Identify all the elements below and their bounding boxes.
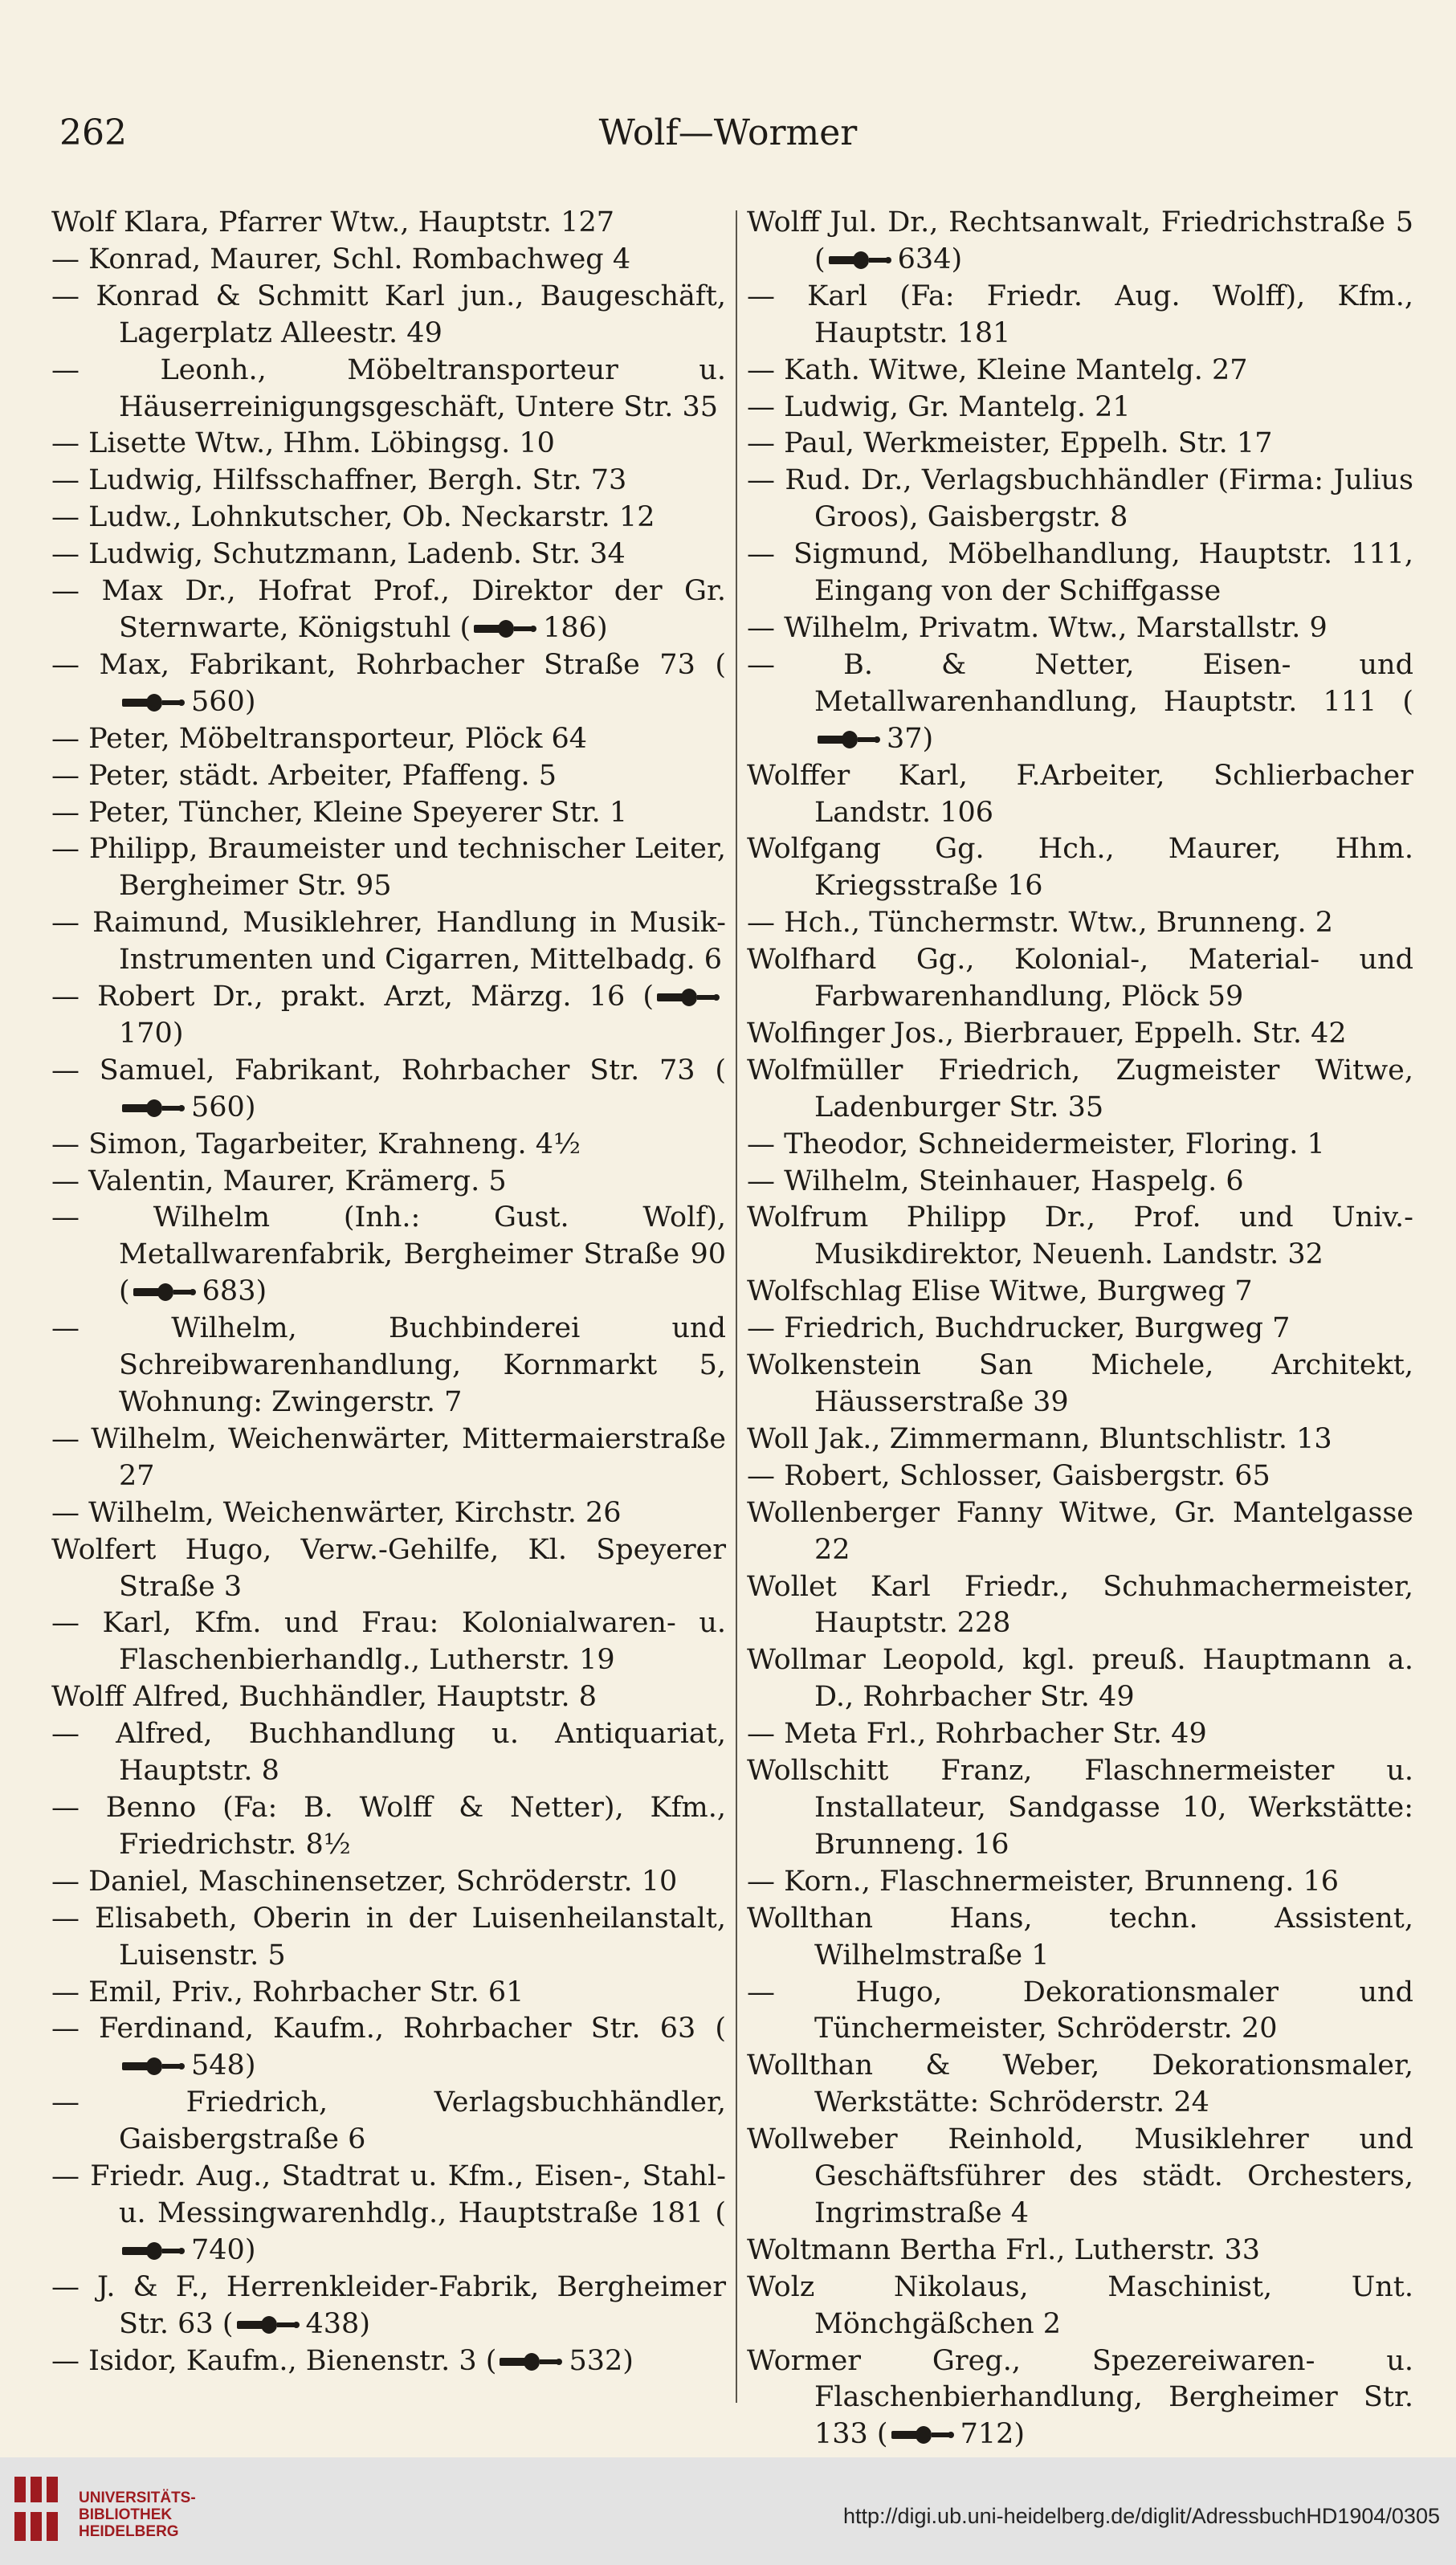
phone-number: 560 [191, 1091, 245, 1123]
directory-entry: Wollthan & Weber, Dekorationsmaler, Werkstätte: Schröderstr. 24 [747, 2049, 1413, 2119]
directory-entry: — Meta Frl., Rohrbacher Str. 49 [747, 1718, 1207, 1751]
directory-entry: — Friedrich, Buchdrucker, Burgweg 7 [747, 1312, 1291, 1345]
telephone-icon [496, 2349, 564, 2373]
directory-entry: — Ludwig, Gr. Mantelg. 21 [747, 390, 1131, 423]
phone-number: 634 [897, 243, 952, 275]
directory-entry: Wolfmüller Friedrich, Zugmeister Witwe, Ladenburger Str. 35 [747, 1054, 1413, 1123]
directory-entry: — Philipp, Braumeister und technischer Leiter, Bergheimer Str. 95 [51, 833, 726, 903]
directory-entry: — Wilhelm (Inh.: Gust. Wolf), Metallwarenfabrik, Bergheimer Straße 90 ( 683) [51, 1201, 726, 1308]
telephone-icon [234, 2312, 301, 2336]
directory-entry: Wollet Karl Friedr., Schuhmachermeister, Hauptstr. 228 [747, 1570, 1413, 1640]
directory-entry: Wolfrum Philipp Dr., Prof. und Univ.-Musikdirektor, Neuenh. Landstr. 32 [747, 1201, 1413, 1271]
phone-number: 548 [191, 2049, 245, 2082]
directory-entry: — Alfred, Buchhandlung u. Antiquariat, Hauptstr. 8 [51, 1718, 726, 1788]
telephone-icon [119, 2238, 186, 2262]
telephone-icon [826, 247, 893, 271]
directory-entry: — Wilhelm, Weichenwärter, Mittermaierstraße 27 [51, 1422, 726, 1492]
directory-entry: — Leonh., Möbeltransporteur u. Häuserreinigungsgeschäft, Untere Str. 35 [51, 353, 726, 423]
directory-entry: — Ferdinand, Kaufm., Rohrbacher Str. 63 (548) [51, 2012, 726, 2082]
telephone-icon [119, 2053, 186, 2078]
telephone-icon [119, 1095, 186, 1119]
directory-entry: — Paul, Werkmeister, Eppelh. Str. 17 [747, 427, 1273, 460]
phone-number: 712 [960, 2418, 1014, 2451]
directory-entry: Wollenberger Fanny Witwe, Gr. Mantelgasse 22 [747, 1496, 1413, 1566]
directory-entry: — Isidor, Kaufm., Bienenstr. 3 ( 532) [51, 2344, 634, 2377]
directory-entry: — Robert, Schlosser, Gaisbergstr. 65 [747, 1459, 1270, 1492]
directory-entry: Wolfinger Jos., Bierbrauer, Eppelh. Str. 42 [747, 1017, 1347, 1050]
directory-entry: — Peter, Tüncher, Kleine Speyerer Str. 1 [51, 796, 628, 829]
directory-entry: — Lisette Wtw., Hhm. Löbingsg. 10 [51, 427, 555, 460]
library-logo-icon [14, 2470, 64, 2547]
directory-entry: Wolfert Hugo, Verw.-Gehilfe, Kl. Speyerer Straße 3 [51, 1533, 726, 1603]
directory-entry: — Friedrich, Verlagsbuchhändler, Gaisbergstraße 6 [51, 2086, 726, 2156]
directory-entry: — Wilhelm, Privatm. Wtw., Marstallstr. 9 [747, 611, 1328, 644]
phone-number: 170 [119, 1017, 173, 1050]
directory-entry: Woll Jak., Zimmermann, Bluntschlistr. 13 [747, 1422, 1332, 1455]
directory-entry: — Peter, städt. Arbeiter, Pfaffeng. 5 [51, 759, 557, 792]
directory-entry: Wolfschlag Elise Witwe, Burgweg 7 [747, 1275, 1253, 1308]
page-number: 262 [59, 112, 127, 153]
directory-entry: Wolfhard Gg., Kolonial-, Material- und Farbwarenhandlung, Plöck 59 [747, 944, 1413, 1013]
directory-entry: Woltmann Bertha Frl., Lutherstr. 33 [747, 2233, 1261, 2266]
directory-entry: Wolff Alfred, Buchhändler, Hauptstr. 8 [51, 1681, 597, 1714]
telephone-icon [130, 1279, 198, 1303]
directory-entry: — Wilhelm, Steinhauer, Haspelg. 6 [747, 1164, 1244, 1197]
directory-entry: Wollthan Hans, techn. Assistent, Wilhelmstraße 1 [747, 1902, 1413, 1972]
left-column [51, 205, 726, 2379]
directory-entry: — Sigmund, Möbelhandlung, Hauptstr. 111, Eingang von der Schiffgasse [747, 538, 1413, 608]
phone-number: 740 [191, 2233, 245, 2266]
directory-entry: — J. & F., Herrenkleider-Fabrik, Bergheimer Str. 63 ( 438) [51, 2270, 726, 2340]
directory-entry: — Wilhelm, Weichenwärter, Kirchstr. 26 [51, 1496, 622, 1529]
directory-entry: — Robert Dr., prakt. Arzt, Märzg. 16 (170) [51, 979, 726, 1053]
directory-entry: — Kath. Witwe, Kleine Mantelg. 27 [747, 353, 1248, 386]
directory-entry: — Theodor, Schneidermeister, Floring. 1 [747, 1128, 1325, 1160]
directory-entry: — Elisabeth, Oberin in der Luisenheilanstalt, Luisenstr. 5 [51, 1902, 726, 1972]
directory-entry: Wolffer Karl, F.Arbeiter, Schlierbacher Landstr. 106 [747, 759, 1413, 829]
right-column [747, 205, 1413, 2453]
footer-bar [0, 2457, 1456, 2565]
telephone-icon [119, 690, 186, 714]
directory-entry: — Daniel, Maschinensetzer, Schröderstr. 10 [51, 1865, 678, 1898]
column-divider [736, 210, 737, 2403]
directory-entry: Wolz Nikolaus, Maschinist, Unt. Mönchgäßchen 2 [747, 2270, 1413, 2340]
directory-entry: — B. & Netter, Eisen- und Metallwarenhandlung, Hauptstr. 111 (37) [747, 648, 1413, 755]
telephone-icon [471, 616, 538, 640]
directory-entry: — Max, Fabrikant, Rohrbacher Straße 73 (560) [51, 648, 726, 718]
directory-entry: — Peter, Möbeltransporteur, Plöck 64 [51, 722, 588, 755]
directory-entry: — Benno (Fa: B. Wolff & Netter), Kfm., Friedrichstr. 8½ [51, 1791, 726, 1861]
directory-entry: Wolff Jul. Dr., Rechtsanwalt, Friedrichstraße 5 ( 634) [747, 206, 1413, 275]
directory-entry: — Karl (Fa: Friedr. Aug. Wolff), Kfm., Hauptstr. 181 [747, 279, 1413, 349]
directory-entry: — Emil, Priv., Rohrbacher Str. 61 [51, 1976, 524, 2008]
directory-entry: Wollmar Leopold, kgl. preuß. Hauptmann a. D., Rohrbacher Str. 49 [747, 1644, 1413, 1714]
directory-entry: Wolfgang Gg. Hch., Maurer, Hhm. Kriegsstraße 16 [747, 833, 1413, 903]
directory-entry: — Konrad, Maurer, Schl. Rombachweg 4 [51, 243, 631, 275]
directory-entry: — Korn., Flaschnermeister, Brunneng. 16 [747, 1865, 1339, 1898]
directory-entry: — Wilhelm, Buchbinderei und Schreibwarenhandlung, Kornmarkt 5, Wohnung: Zwingerstr. 7 [51, 1312, 726, 1418]
phone-number: 186 [543, 611, 597, 644]
telephone-icon [888, 2422, 956, 2446]
directory-entry: Wolkenstein San Michele, Architekt, Häusserstraße 39 [747, 1349, 1413, 1418]
directory-entry: — Konrad & Schmitt Karl jun., Baugeschäft, Lagerplatz Alleestr. 49 [51, 279, 726, 349]
directory-entry: — Hch., Tünchermstr. Wtw., Brunneng. 2 [747, 907, 1334, 940]
telephone-icon [814, 727, 882, 751]
directory-entry: — Ludwig, Hilfsschaffner, Bergh. Str. 73 [51, 464, 627, 497]
directory-entry: — Valentin, Maurer, Krämerg. 5 [51, 1164, 507, 1197]
directory-entry: — Samuel, Fabrikant, Rohrbacher Str. 73 (560) [51, 1054, 726, 1123]
telephone-icon [654, 985, 721, 1009]
directory-entry: Wollschitt Franz, Flaschnermeister u. Installateur, Sandgasse 10, Werkstätte: Brunneng. 16 [747, 1755, 1413, 1861]
directory-entry: — Raimund, Musiklehrer, Handlung in Musik-Instrumenten und Cigarren, Mittelbadg. 6 [51, 907, 726, 977]
directory-entry: Wolf Klara, Pfarrer Wtw., Hauptstr. 127 [51, 206, 614, 239]
directory-entry: — Max Dr., Hofrat Prof., Direktor der Gr. Sternwarte, Königstuhl ( 186) [51, 575, 726, 644]
directory-entry: — Ludw., Lohnkutscher, Ob. Neckarstr. 12 [51, 501, 655, 534]
directory-entry: Wormer Greg., Spezereiwaren- u. Flaschenbierhandlung, Bergheimer Str. 133 ( 712) [747, 2344, 1413, 2451]
directory-entry: — Ludwig, Schutzmann, Ladenb. Str. 34 [51, 538, 626, 571]
directory-entry: — Simon, Tagarbeiter, Krahneng. 4½ [51, 1128, 581, 1160]
phone-number: 438 [305, 2307, 360, 2340]
directory-entry: — Friedr. Aug., Stadtrat u. Kfm., Eisen-, Stahl- u. Messingwarenhdlg., Hauptstraße 181 (740) [51, 2160, 726, 2266]
directory-entry: — Karl, Kfm. und Frau: Kolonialwaren- u. Flaschenbierhandlg., Lutherstr. 19 [51, 1607, 726, 1677]
page-header [59, 112, 1397, 169]
running-head: Wolf—Wormer [598, 112, 858, 153]
phone-number: 560 [191, 685, 245, 718]
directory-entry: Wollweber Reinhold, Musiklehrer und Geschäftsführer des städt. Orchesters, Ingrimstraße 4 [747, 2123, 1413, 2229]
phone-number: 683 [202, 1275, 256, 1308]
phone-number: 532 [569, 2344, 623, 2377]
source-url[interactable]: http://digi.ub.uni-heidelberg.de/diglit/AdressbuchHD1904/0305 [842, 2504, 1440, 2528]
phone-number: 37 [887, 722, 923, 755]
directory-entry: — Hugo, Dekorationsmaler und Tünchermeister, Schröderstr. 20 [747, 1976, 1413, 2045]
directory-entry: — Rud. Dr., Verlagsbuchhändler (Firma: Julius Groos), Gaisbergstr. 8 [747, 464, 1413, 534]
library-logo-text: UNIVERSITÄTS- BIBLIOTHEK HEIDELBERG [79, 2490, 196, 2540]
